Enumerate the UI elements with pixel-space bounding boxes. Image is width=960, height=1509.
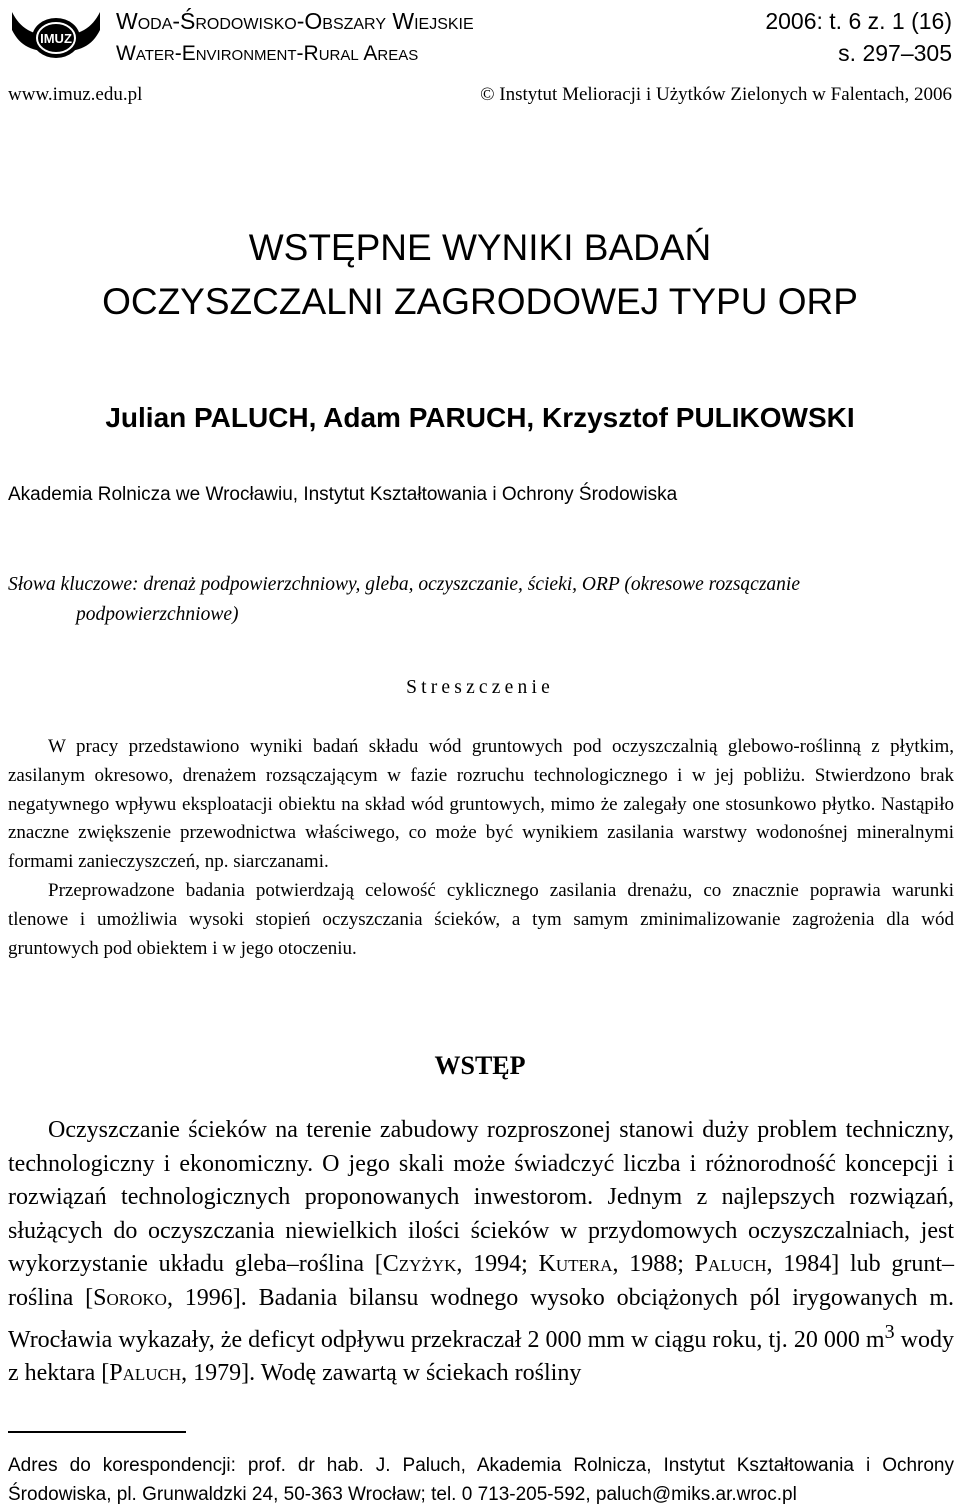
intro-paragraph <box>8 1114 954 1391</box>
footnote-separator <box>8 1431 186 1433</box>
copyright-notice: © Instytut Melioracji i Użytków Zielonych w Falentach, 2006 <box>480 84 952 105</box>
imuz-logo <box>10 6 102 66</box>
abstract-paragraph-1: W pracy przedstawiono wyniki badań składu wód gruntowych pod oczyszczalnią glebowo-roślinną z płytkim, zasilanym okresowo, drenażem rozsączającym w fazie rozruchu technologicznego i w jej pobliżu. Stwierdzono brak negatywnego wpływu eksploatacji obiektu na skład wód gruntowych, mimo że zalegały one stosunkowo płytko. Nastąpiło znaczne zwiększenie przewodnictwa właściwego, co może być wynikiem zasilania warstwy wodonośnej mineralnymi formami zanieczyszczeń, np. siarczanami. <box>8 736 954 873</box>
affiliation: Akademia Rolnicza we Wrocławiu, Instytut Kształtowania i Ochrony Środowiska <box>8 484 678 505</box>
abstract <box>8 733 954 963</box>
intro-paragraph-text <box>8 1114 954 1391</box>
citation-author: Kutera <box>538 1251 613 1278</box>
citation-author: Czyżyk <box>382 1251 457 1278</box>
citation-year: , 1988; <box>612 1251 695 1278</box>
section-heading-intro: WSTĘP <box>434 1051 526 1080</box>
intro-text-4: , 1979]. Wodę zawartą w ściekach rośliny <box>181 1360 582 1387</box>
authors: Julian PALUCH, Adam PARUCH, Krzysztof PULIKOWSKI <box>105 402 855 433</box>
abstract-heading: Streszczenie <box>406 677 554 698</box>
intro-text-1: Oczyszczanie ścieków na terenie zabudowy rozproszonej stanowi duży problem techniczny, technologiczny i ekonomiczny. O jego skali może świadczyć liczba i różnorodność koncepcji i rozwiązań technologicznych proponowanych inwestorom. Jednym z najlepszych rozwiązań, służących do oczyszczania niewielkich ilości ścieków w przydomowych oczyszczalniach, jest wykorzystanie układu gleba–roślina [ <box>8 1117 954 1278</box>
citation-author: Paluch <box>109 1360 182 1387</box>
intro-text-3: wody z hektara [ <box>8 1326 954 1387</box>
journal-name-en: Water-Environment-Rural Areas <box>116 42 419 65</box>
abstract-paragraph-2: Przeprowadzone badania potwierdzają celowość cyklicznego zasilania drenażu, co znacznie poprawia warunki tlenowe i umożliwia wysoki stopień oczyszczania ścieków, a tym samym zminimalizowanie zagrożenia dla wód gruntowych pod obiektem i w jego otoczeniu. <box>8 879 954 959</box>
correspondence-footnote: Adres do korespondencji: prof. dr hab. J. Paluch, Akademia Rolnicza, Instytut Kształtowania i Ochrony Środowiska, pl. Grunwaldzki 24, 50-363 Wrocław; tel. 0 713-205-592, paluch@miks.ar.wroc.pl <box>8 1455 954 1505</box>
paper-title-line-1: WSTĘPNE WYNIKI BADAŃ <box>248 227 712 268</box>
imuz-logo-icon <box>10 6 102 66</box>
intro-text-2: , 1996]. Badania bilansu wodnego wysoko obciążonych pól irygowanych m. Wrocławia wykazały, że deficyt odpływu przekraczał 2 000 mm w ciągu roku, tj. 20 000 m <box>8 1284 954 1353</box>
website-link[interactable]: www.imuz.edu.pl <box>8 84 143 105</box>
svg-text:IMUZ: IMUZ <box>40 31 72 46</box>
paper-title-line-2: OCZYSZCZALNI ZAGRODOWEJ TYPU ORP <box>102 281 858 322</box>
journal-issue: 2006: t. 6 z. 1 (16) <box>765 8 952 34</box>
page-range: s. 297–305 <box>838 40 952 66</box>
superscript-3: 3 <box>884 1320 895 1343</box>
citation-author: Soroko <box>93 1284 167 1311</box>
citation-year: , 1984] lub grunt–roślina [ <box>8 1251 955 1311</box>
journal-name: Woda-Środowisko-Obszary Wiejskie <box>116 8 474 34</box>
citation-year: , 1994; <box>456 1251 539 1278</box>
keywords: Słowa kluczowe: drenaż podpowierzchniowy, gleba, oczyszczanie, ścieki, ORP (okresowe rozsączanie podpowierzchniowe) <box>8 574 800 625</box>
citation-author: Paluch <box>694 1251 767 1278</box>
